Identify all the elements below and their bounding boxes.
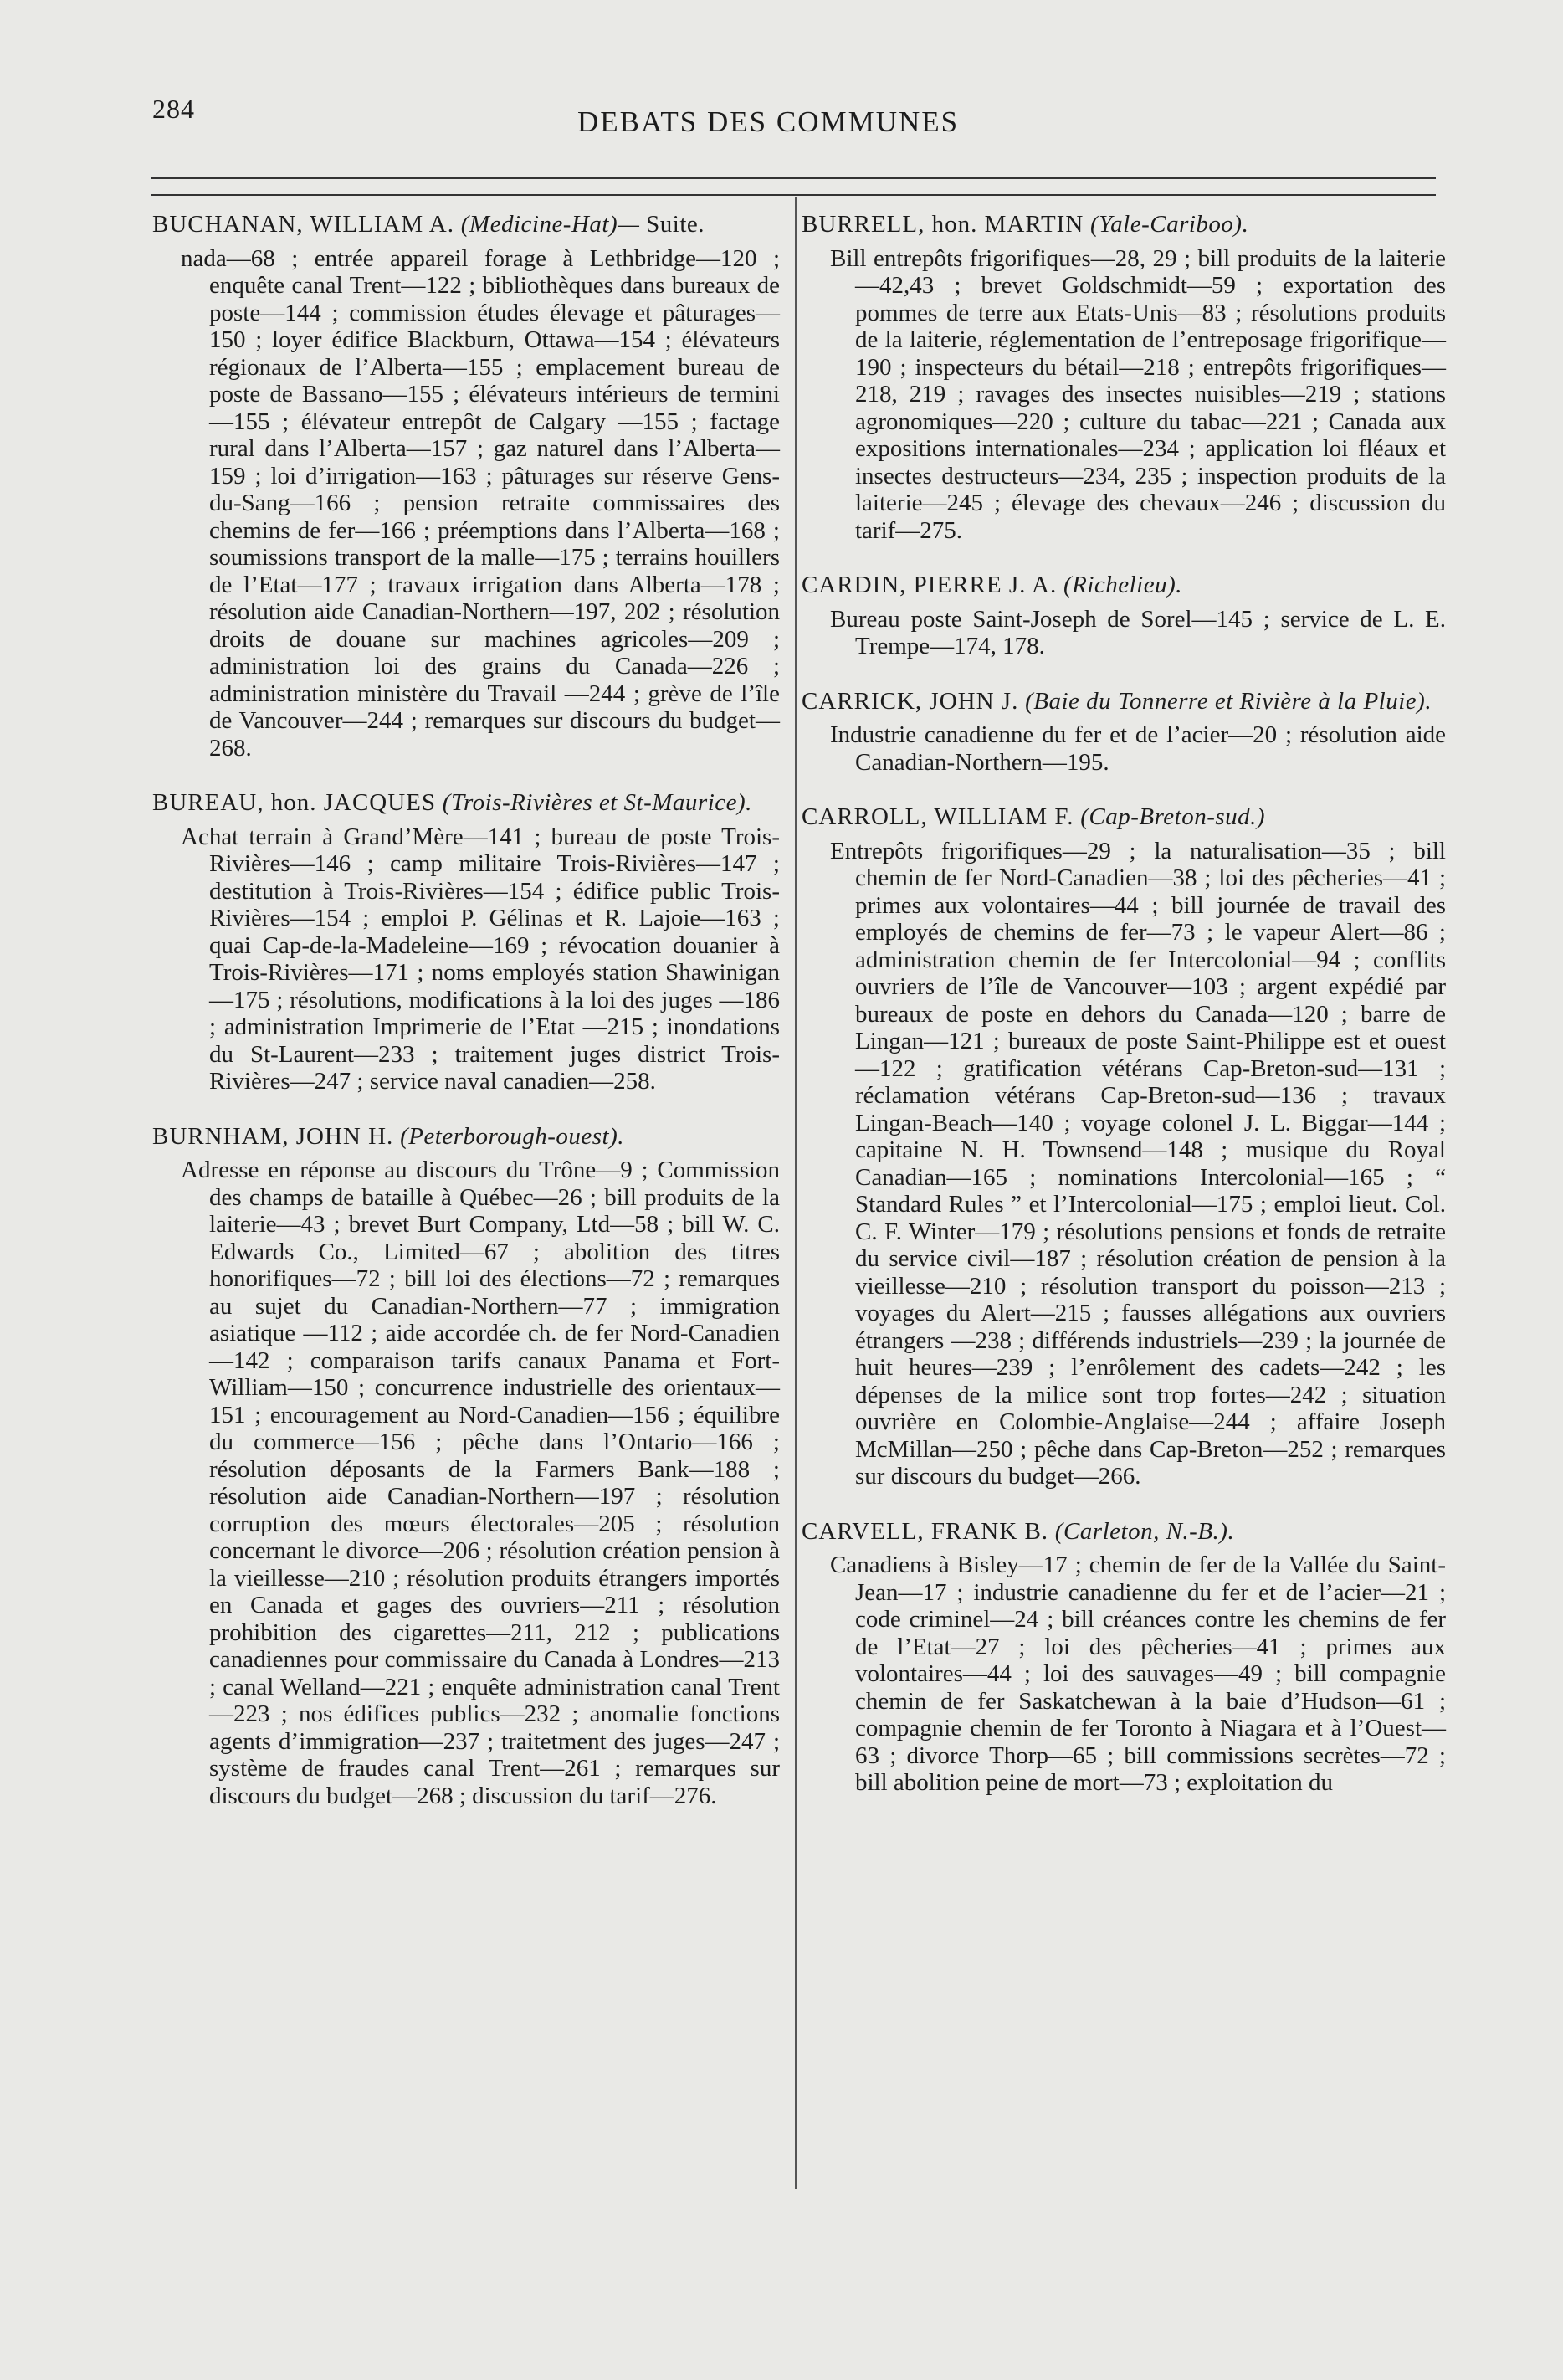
entry-text: Bill entrepôts frigorifiques—28, 29 ; bill produits de la laiterie—42,43 ; brevet Goldschmidt—59 ; exportation des pommes de terre aux Etats-Unis—83 ; résolutions produits de la laiterie, réglementation de l’entreposage frigorifique—190 ; inspecteurs du bétail—218 ; entrepôts frigorifiques—218, 219 ; ravages des insectes nuisibles—219 ; stations agronomiques—220 ; culture du tabac—221 ; Canada aux expositions internationales—234 ; application loi fléaux et insectes destructeurs—234, 235 ; inspection produits de la laiterie—245 ; élevage des chevaux—246 ; discussion du tarif—275.	[830, 244, 1446, 544]
index-entry	[802, 688, 1446, 777]
riding: (Cap-Breton-sud.)	[1080, 803, 1266, 830]
riding: (Medicine-Hat)—	[460, 211, 640, 238]
entry-heading	[802, 688, 1446, 716]
entry-text: Entrepôts frigorifiques—29 ; la naturalisation—35 ; bill chemin de fer Nord-Canadien—38 ; loi des pêcheries—41 ; primes aux volontaires—44 ; bill journée de travail des employés de chemins de fer—73 ; le vapeur Alert—86 ; administration chemin de fer Intercolonial—94 ; conflits ouvriers de l’île de Vancouver—103 ; argent expédié par bureaux de poste en dehors du Canada—120 ; barre de Lingan—121 ; bureaux de poste Saint-Philippe est et ouest—122 ; gratification vétérans Cap-Breton-sud—131 ; réclamation vétérans Cap-Breton-sud—136 ; travaux Lingan-Beach—140 ; voyage colonel J. L. Biggar—144 ; capitaine N. H. Townsend—148 ; musique du Royal Canadian—165 ; nominations Intercolonial—165 ; “ Standard Rules ” et l’Intercolonial—175 ; emploi lieut. Col. C. F. Winter—179 ; résolutions pensions et fonds de retraite du service civil—187 ; résolution création de pension à la vieillesse—210 ; résolution transport du poisson—213 ; voyages du Alert—215 ; fausses allégations aux ouvriers étrangers —238 ; différends industriels—239 ; la journée de huit heures—239 ; l’enrôlement des cadets—242 ; les dépenses de la milice sont trop fortes—242 ; situation ouvrière en Colombie-Anglaise—244 ; affaire Joseph McMillan—250 ; pêche dans Cap-Breton—252 ; remarques sur discours du budget—266.	[830, 837, 1446, 1490]
page-number: 284	[152, 94, 195, 124]
running-title: DEBATS DES COMMUNES	[577, 105, 960, 138]
entry-heading	[802, 803, 1446, 831]
member-name: BURNHAM, JOHN H.	[152, 1122, 394, 1150]
riding: (Richelieu).	[1063, 572, 1183, 598]
riding: (Trois-Rivières et St-Maurice).	[442, 789, 752, 816]
header-rule-bottom	[151, 194, 1436, 196]
entry-heading	[802, 1518, 1446, 1546]
entry-heading	[152, 211, 780, 239]
entry-text: Bureau poste Saint-Joseph de Sorel—145 ; service de L. E. Trempe—174, 178.	[830, 605, 1446, 659]
entry-text: Industrie canadienne du fer et de l’acier—20 ; résolution aide Canadian-Northern—195.	[830, 721, 1446, 776]
entry-heading	[802, 572, 1446, 599]
index-entry	[152, 1123, 780, 1810]
index-entry	[802, 211, 1446, 544]
riding: (Yale-Cariboo).	[1090, 211, 1249, 238]
index-entry	[802, 1518, 1446, 1797]
riding: (Carleton, N.-B.).	[1054, 1517, 1235, 1545]
entry-heading	[802, 211, 1446, 239]
left-column	[152, 211, 780, 1837]
member-name: BUCHANAN, WILLIAM A.	[152, 211, 455, 238]
member-name: CARROLL, WILLIAM F.	[802, 803, 1074, 830]
entry-text: Canadiens à Bisley—17 ; chemin de fer de la Vallée du Saint-Jean—17 ; industrie canadienne du fer et de l’acier—21 ; code criminel—24 ; bill créances contre les chemins de fer de l’Etat—27 ; loi des pêcheries—41 ; primes aux volontaires—44 ; loi des sauvages—49 ; bill compagnie chemin de fer Saskatchewan à la baie d’Hudson—61 ; compagnie chemin de fer Toronto à Niagara et à l’Ouest—63 ; divorce Thorp—65 ; bill commissions secrètes—72 ; bill abolition peine de mort—73 ; exploitation du	[830, 1552, 1446, 1796]
entry-text: Achat terrain à Grand’Mère—141 ; bureau de poste Trois-Rivières—146 ; camp militaire Trois-Rivières—147 ; destitution à Trois-Rivières—154 ; édifice public Trois-Rivières—154 ; emploi P. Gélinas et R. Lajoie—163 ; quai Cap-de-la-Madeleine—169 ; révocation douanier à Trois-Rivières—171 ; noms employés station Shawinigan—175 ; résolutions, modifications à la loi des juges —186 ; administration Imprimerie de l’Etat —215 ; inondations du St-Laurent—233 ; traitement juges district Trois-Rivières—247 ; service naval canadien—258.	[181, 823, 780, 1095]
index-entry	[152, 789, 780, 1095]
index-entry	[802, 803, 1446, 1490]
member-name: BURRELL, hon. MARTIN	[802, 211, 1084, 238]
member-name: CARDIN, PIERRE J. A.	[802, 572, 1058, 598]
member-name: CARRICK, JOHN J.	[802, 687, 1019, 715]
riding: (Peterborough-ouest).	[400, 1122, 625, 1150]
column-divider	[795, 197, 797, 2189]
member-name: BUREAU, hon. JACQUES	[152, 789, 437, 816]
entry-text: nada—68 ; entrée appareil forage à Lethbridge—120 ; enquête canal Trent—122 ; bibliothèques dans bureaux de poste—144 ; commission études élevage et pâturages—150 ; loyer édifice Blackburn, Ottawa—154 ; élévateurs régionaux de l’Alberta—155 ; emplacement bureau de poste de Bassano—155 ; élévateurs intérieurs de termini—155 ; élévateur entrepôt de Calgary —155 ; factage rural dans l’Alberta—157 ; gaz naturel dans l’Alberta—159 ; loi d’irrigation—163 ; pâturages sur réserve Gens-du-Sang—166 ; pension retraite commissaires des chemins de fer—166 ; préemptions dans l’Alberta—168 ; soumissions transport de la malle—175 ; terrains houillers de l’Etat—177 ; travaux irrigation dans Alberta—178 ; résolution aide Canadian-Northern—197, 202 ; résolution droits de douane sur machines agricoles—209 ; administration loi des grains du Canada—226 ; administration ministère du Travail —244 ; grève de l’île de Vancouver—244 ; remarques sur discours du budget—268.	[181, 244, 780, 762]
right-column	[802, 211, 1446, 1824]
entry-text: Adresse en réponse au discours du Trône—9 ; Commission des champs de bataille à Québec—26 ; bill produits de la laiterie—43 ; brevet Burt Company, Ltd—58 ; bill W. C. Edwards Co., Limited—67 ; abolition des titres honorifiques—72 ; bill loi des élections—72 ; remarques au sujet du Canadian-Northern—77 ; immigration asiatique —112 ; aide accordée ch. de fer Nord-Canadien—142 ; comparaison tarifs canaux Panama et Fort-William—150 ; concurrence industrielle des orientaux—151 ; encouragement au Nord-Canadien—156 ; équilibre du commerce—156 ; pêche dans l’Ontario—166 ; résolution déposants de la Farmers Bank—188 ; résolution aide Canadian-Northern—197 ; résolution corruption des mœurs électorales—205 ; résolution concernant le divorce—206 ; résolution création pension à la vieillesse—210 ; résolution produits étrangers importés en Canada et gages des ouvriers—211 ; résolution prohibition des cigarettes—211, 212 ; publications canadiennes pour commissaire du Canada à Londres—213 ; canal Welland—221 ; enquête administration canal Trent—223 ; nos édifices publics—232 ; anomalie fonctions agents d’immigration—237 ; traitetment des juges—247 ; système de fraudes canal Trent—261 ; remarques sur discours du budget—268 ; discussion du tarif—276.	[181, 1157, 780, 1809]
header-rule-top	[151, 177, 1436, 179]
riding: (Baie du Tonnerre et Rivière à la Pluie).	[1025, 687, 1432, 715]
entry-suffix: Suite.	[646, 211, 705, 238]
index-entry	[802, 572, 1446, 660]
entry-heading	[152, 789, 780, 817]
index-entry	[152, 211, 780, 762]
entry-heading	[152, 1123, 780, 1151]
member-name: CARVELL, FRANK B.	[802, 1517, 1049, 1545]
